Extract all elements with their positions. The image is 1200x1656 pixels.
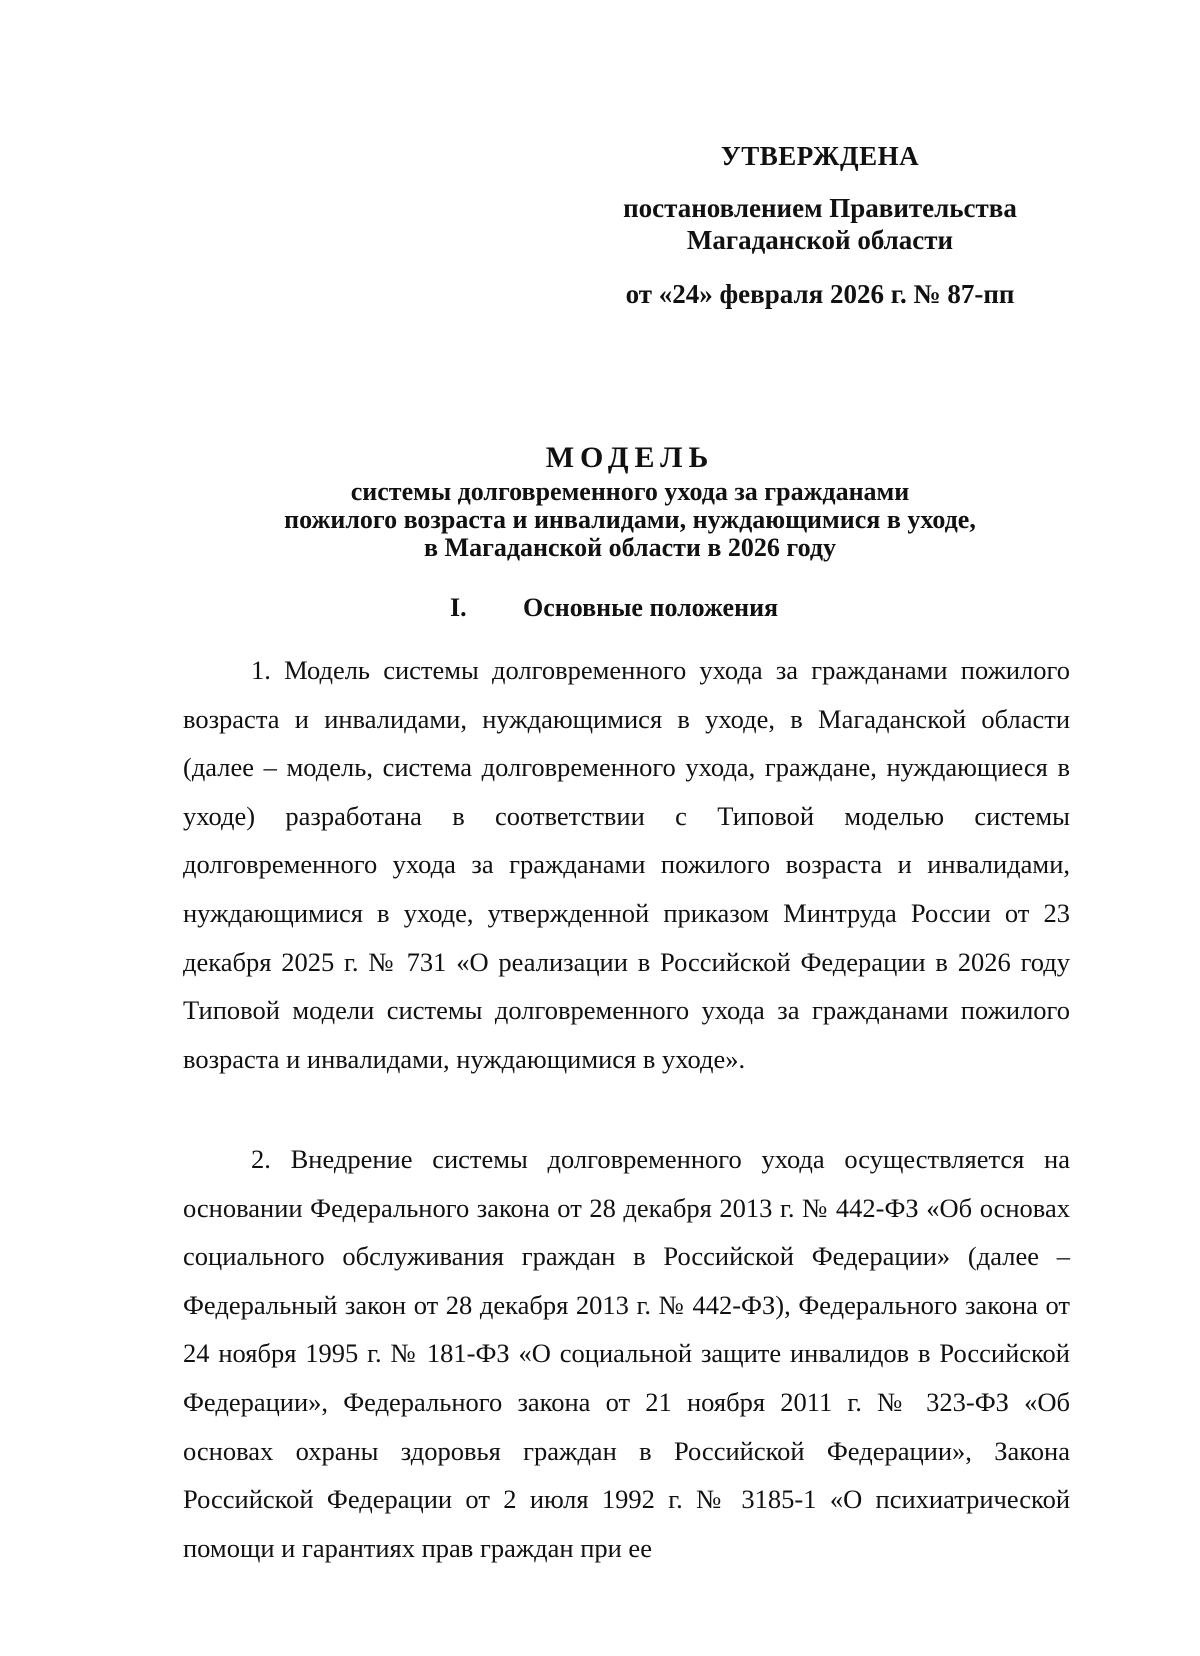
document-subtitle-line-2: пожилого возраста и инвалидами, нуждающимися в уходе, xyxy=(284,505,976,534)
section-title: Основные положения xyxy=(523,593,779,622)
approval-line-2: Магаданской области xyxy=(686,225,954,255)
approval-date: от «24» февраля 2026 г. № 87-пп xyxy=(625,279,1015,309)
section-number: I. xyxy=(450,593,467,622)
approval-title: УТВЕРЖДЕНА xyxy=(720,141,920,171)
approval-line-1: постановлением Правительства xyxy=(623,193,1017,223)
document-subtitle-line-3: в Магаданской области в 2026 году xyxy=(423,533,836,562)
document-subtitle-line-1: системы долговременного ухода за гражданами xyxy=(350,477,910,506)
approval-stamp-block xyxy=(540,140,1100,310)
document-title: МОДЕЛЬ xyxy=(545,441,715,474)
paragraph-1: 1. Модель системы долговременного ухода за гражданами пожилого возраста и инвалидами, нуждающимися в уходе, в Магаданской области (далее – модель, система долговременного ухода, граждане, нуждающиеся в уходе) разработана в соответствии с Типовой моделью системы долговременного ухода за гражданами пожилого возраста и инвалидами, нуждающимися в уходе, утвержденной приказом Минтруда России от 23 декабря 2025 г. № 731 «О реализации в Российской Федерации в 2026 году Типовой модели системы долговременного ухода за гражданами пожилого возраста и инвалидами, нуждающимися в уходе». xyxy=(183,655,1070,1074)
document-heading xyxy=(180,438,1080,562)
paragraph-2: 2. Внедрение системы долговременного ухода осуществляется на основании Федерального закона от 28 декабря 2013 г. № 442-ФЗ «Об основах социального обслуживания граждан в Российской Федерации» (далее – Федеральный закон от 28 декабря 2013 г. № 442-ФЗ), Федерального закона от 24 ноября 1995 г. № 181-ФЗ «О социальной защите инвалидов в Российской Федерации», Федерального закона от 21 ноября 2011 г. № 323-ФЗ «Об основах охраны здоровья граждан в Российской Федерации», Закона Российской Федерации от 2 июля 1992 г. № 3185-1 «О психиатрической помощи и гарантиях прав граждан при ее xyxy=(183,1144,1070,1563)
